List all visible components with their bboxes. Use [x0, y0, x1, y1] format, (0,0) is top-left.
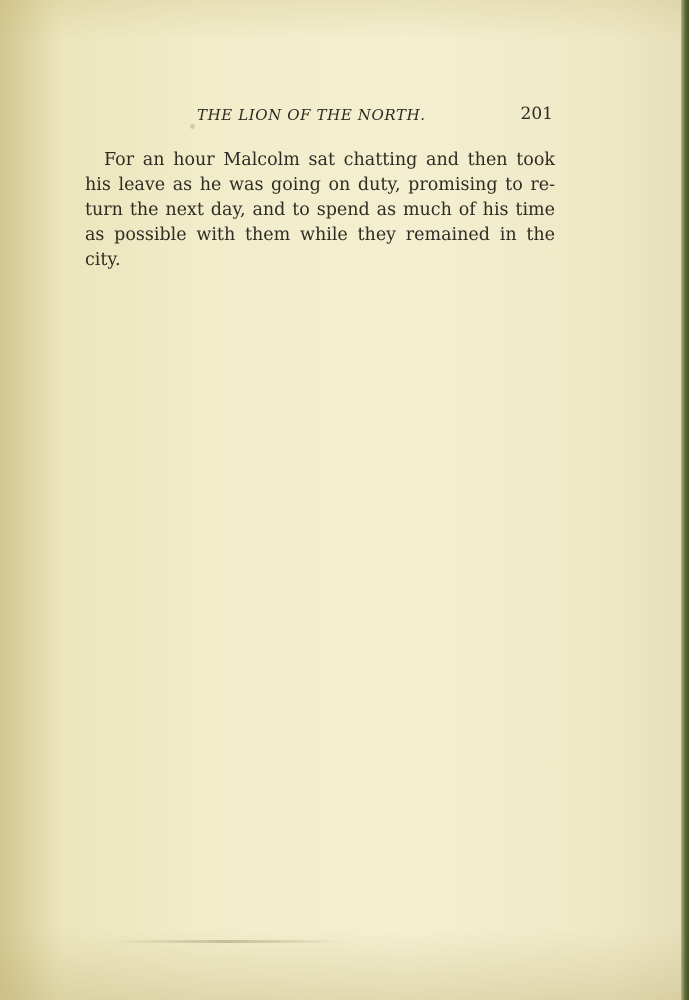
- text-line: his leave as he was going on duty, promising to re-: [85, 175, 555, 195]
- running-head-title: THE LION OF THE NORTH.: [197, 106, 426, 124]
- paper-mark: [110, 940, 345, 943]
- text-line: city.: [85, 250, 121, 270]
- running-head: [85, 104, 555, 130]
- top-shadow: [0, 0, 681, 40]
- text-line: turn the next day, and to spend as much of his time: [85, 200, 555, 220]
- page-number: 201: [520, 104, 553, 124]
- book-edge: [681, 0, 689, 1000]
- body-paragraph: [85, 148, 555, 273]
- text-line: as possible with them while they remained in the: [85, 225, 555, 245]
- text-line: For an hour Malcolm sat chatting and then took: [104, 150, 555, 170]
- spine-shadow: [0, 0, 60, 1000]
